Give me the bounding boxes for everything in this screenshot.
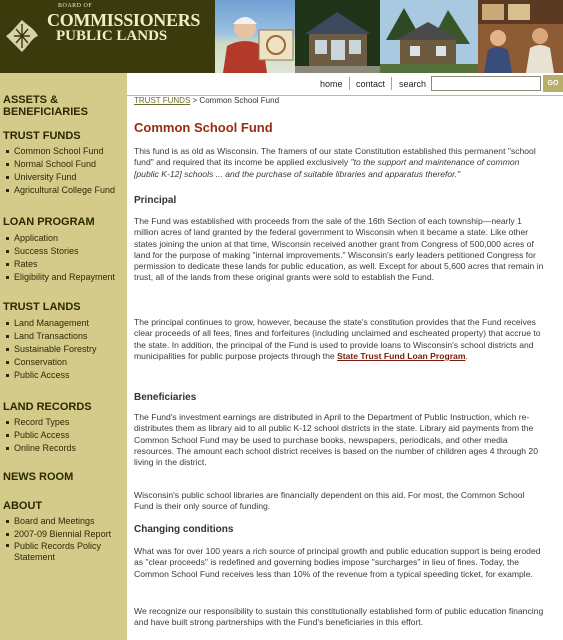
changing-paragraph-1: What was for over 100 years a rich source of principal growth and public education support is being eroded as "clear proceeds" is redefined and governing bodies impose "surcharges" in lieu of fines. Today, the Common School Fund receives less than 10% of the revenue from a typical speeding ticket, for example. <box>134 546 541 579</box>
breadcrumb-trust-funds-link[interactable]: TRUST FUNDS <box>134 96 191 105</box>
beneficiaries-paragraph-2: Wisconsin's public school libraries are financially dependent on this aid. For most, the Common School Fund is their only source of funding. <box>134 490 525 512</box>
principal-p2-text: The principal continues to grow, however, because the state's constitution provides that the Fund receives clear proceeds of all fees, fines and forfeitures (including unclaimed and escheated property) that accrue to the state. In addition, the principal of the Fund is used to provide loans to Wisconsin's school districts and municipalities for public purpose projects through the <box>134 317 541 361</box>
nav-about[interactable]: ABOUT <box>3 500 43 512</box>
constitution-quote: "to the support and maintenance of common [public K-12] schools ... and the purchase of suitable libraries and apparatus therefor." <box>134 157 520 179</box>
state-trust-fund-loan-program-link[interactable]: State Trust Fund Loan Program <box>337 350 466 361</box>
nav-rates[interactable]: Rates <box>6 258 115 271</box>
breadcrumb-separator: > <box>190 96 200 105</box>
leaf-seal-icon <box>4 18 40 54</box>
changing-paragraph-2: We recognize our responsibility to sustain this constitutionally established form of public education financing and have built strong partnerships with the Fund's beneficiaries in this effort. <box>134 606 544 628</box>
nav-university-fund[interactable]: University Fund <box>6 171 115 184</box>
nav-record-types[interactable]: Record Types <box>6 416 76 429</box>
breadcrumb <box>134 96 279 105</box>
page-title: Common School Fund <box>134 120 273 135</box>
nav-divider <box>349 77 350 90</box>
principal-p2-end: . <box>465 350 468 361</box>
loan-program-list <box>6 232 115 284</box>
nav-application[interactable]: Application <box>6 232 115 245</box>
header-photo-building <box>295 0 380 73</box>
beneficiaries-heading: Beneficiaries <box>134 392 197 403</box>
header <box>0 0 563 73</box>
nav-news-room[interactable]: NEWS ROOM <box>3 471 74 483</box>
principal-paragraph-1: The Fund was established with proceeds from the sale of the 16th Section of each township—nearly 1 million acres of land granted by the federal government to Wisconsin when it became a state. Like other states joining the union at that time, Wisconsin received another grant from Congress of 500,000 acres of land for the purpose of making "internal improvements." Wisconsin's early leaders petitioned Congress for permission to dedicate these lands for public education, as well. Except for about 5,600 acres that remain in trust, all of the lands from these original grants were sold to establish the Fund. <box>134 216 544 283</box>
trust-funds-list <box>6 145 115 197</box>
changing-conditions-heading: Changing conditions <box>134 524 234 535</box>
nav-agricultural-college-fund[interactable]: Agricultural College Fund <box>6 184 115 197</box>
nav-biennial-report[interactable]: 2007-09 Biennial Report <box>6 528 124 541</box>
nav-divider <box>391 77 392 90</box>
nav-online-records[interactable]: Online Records <box>6 442 76 455</box>
logo-board-text: BOARD OF <box>58 3 93 9</box>
nav-eligibility-repayment[interactable]: Eligibility and Repayment <box>6 271 115 284</box>
site-logo[interactable] <box>0 0 215 73</box>
nav-sustainable-forestry[interactable]: Sustainable Forestry <box>6 343 97 356</box>
header-photo-forest-lodge <box>380 0 478 73</box>
trust-lands-list <box>6 317 97 382</box>
nav-public-access[interactable]: Public Access <box>6 369 97 382</box>
nav-land-transactions[interactable]: Land Transactions <box>6 330 97 343</box>
nav-land-management[interactable]: Land Management <box>6 317 97 330</box>
nav-success-stories[interactable]: Success Stories <box>6 245 115 258</box>
land-records-list <box>6 416 76 455</box>
nav-trust-funds[interactable]: TRUST FUNDS <box>3 130 81 142</box>
nav-public-records-policy[interactable]: Public Records Policy Statement <box>6 541 124 563</box>
intro-paragraph <box>134 146 544 180</box>
about-list <box>6 515 124 564</box>
home-link[interactable]: home <box>320 79 343 89</box>
beneficiaries-paragraph-1: The Fund's investment earnings are distributed in April to the Department of Public Instruction, which re-distributes them as library aid to all public K-12 school districts in the state. Library aid payments from the Common School Fund may be used to purchase books, newspapers, periodicals, and other media resources. The amount each school district receives is based on the number of children ages 4 through 20 living in the district. <box>134 412 538 468</box>
nav-land-records[interactable]: LAND RECORDS <box>3 401 92 413</box>
contact-link[interactable]: contact <box>356 79 386 89</box>
intro-text: This fund is as old as Wisconsin. The framers of our state Constitution established this permanent "school fund" and required that its income be applied exclusively <box>134 146 536 168</box>
logo-title-line2: PUBLIC LANDS <box>56 28 168 44</box>
breadcrumb-current: Common School Fund <box>199 96 280 105</box>
nav-loan-program[interactable]: LOAN PROGRAM <box>3 216 95 228</box>
left-sidebar <box>0 73 127 640</box>
nav-board-and-meetings[interactable]: Board and Meetings <box>6 515 124 528</box>
principal-paragraph-2 <box>134 317 544 362</box>
nav-conservation[interactable]: Conservation <box>6 356 97 369</box>
nav-trust-lands[interactable]: TRUST LANDS <box>3 301 81 313</box>
search-label: search <box>399 79 427 89</box>
search-input[interactable] <box>431 76 541 91</box>
nav-assets-beneficiaries[interactable]: ASSETS & BENEFICIARIES <box>3 94 88 118</box>
principal-heading: Principal <box>134 195 177 206</box>
header-photo-man-with-maps <box>215 0 295 73</box>
top-nav-bar <box>127 73 563 95</box>
header-photo-people-at-desk <box>478 0 563 73</box>
logo-title-line1: COMMISSIONERS <box>47 10 201 30</box>
nav-records-public-access[interactable]: Public Access <box>6 429 76 442</box>
go-button[interactable]: GO <box>543 75 563 92</box>
nav-common-school-fund[interactable]: Common School Fund <box>6 145 115 158</box>
nav-normal-school-fund[interactable]: Normal School Fund <box>6 158 115 171</box>
